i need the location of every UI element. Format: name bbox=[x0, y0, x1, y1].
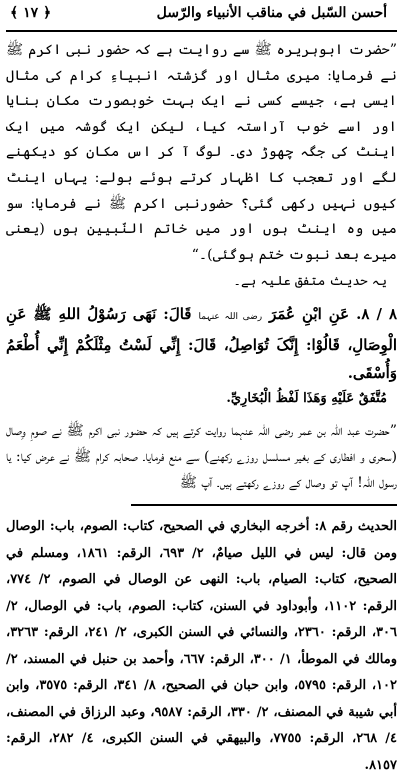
honorific: رضی اللہ عنہما bbox=[198, 312, 263, 323]
arabic-hadith-text: قَالَ: نَهَى رَسُوْلُ اللهِ ﷺ عَنِ الْوِصَالِ، قَالُوْا: إِنَّکَ تُوَاصِلُ، قَالَ: إِنِّي لَسْتُ مِثْلَکُمْ إِنِّي أُطْعَمُ وَأُسْقَى. bbox=[6, 305, 397, 383]
urdu-translation-1: ”حضرت ابوہریرہ ﷺ سے روایت ہے کہ حضور نبی اکرم ﷺ نے فرمایا: میری مثال اور گزشتہ انبیاءِ کرام کی مثال ایسی ہے، جیسے کسی نے ایک بہت خوبصورت مکان بنایا اور اسے خوب آراستہ کیا، لیکن ایک گوشہ میں ایک اینٹ کی جگہ چھوڑ دی۔ لوگ آ کر اس مکان کو دیکھنے لگے اور تعجب کا اظہار کرتے ہوئے بولے: یہاں اینٹ کیوں نہیں رکھی گئی؟ حضورنبی اکرم ﷺ نے فرمایا: سو میں وہ اینٹ ہوں اور میں خاتم النّبیین ہوں (یعنی میرے بعد نبوت ختم ہوگئی)۔“ bbox=[6, 42, 397, 263]
hadith-grade-note: یہ حدیث متفق علیہ ہے۔ bbox=[233, 274, 387, 290]
footnote-divider bbox=[131, 504, 397, 506]
arabic-narrator: عَنِ ابْنِ عُمَرَ bbox=[269, 305, 350, 324]
page-header bbox=[6, 0, 397, 32]
book-title: أحسن السّبل في مناقب الأنبياء والرّسل bbox=[156, 5, 387, 21]
footnote-text: الحديث رقم ٨: أخرجه البخاري في الصحيح، كتاب: الصوم، باب: الوصال ومن قال: ليس في الليل صيامٌ، ٢/ ٦٩٣، الرقم: ١٨٦١، ومسلم في الصحيح، كتاب: الصيام، باب: النهى عن الوصال في الصوم، ٢/ ٧٧٤، الرقم: ١١٠٢، وأبوداود في السنن، كتاب: الصوم، باب: في الوصال، ٢/ ٣٠٦، الرقم: ٢٣٦٠، والنسائي في السنن الكبرى، ٢/ ٢٤١، الرقم: ٣٢٦٣، ومالك في الموطأ، ١/ ٣٠٠، الرقم: ٦٦٧، وأحمد بن حنبل في المسند، ٢/ ١٠٢، الرقم: ٥٧٩٥، وابن حبان في الصحيح، ٨/ ٣٤١، الرقم: ٣٥٧٥، وابن أبي شيبة في المصنف، ٢/ ٣٣٠، الرقم: ٩٥٨٧، وعبد الرزاق في المصنف، ٤/ ٢٦٨، الرقم: ٧٧٥٥، والبيهقي في السنن الكبرى، ٤/ ٢٨٢، الرقم: ٨١٥٧. bbox=[6, 519, 398, 773]
hadith-number: ۸ / ۸. bbox=[356, 305, 397, 324]
urdu-translation-2: ”حضرت عبد اللہ بن عمر رضی اللہ عنہما روایت کرتے ہیں کہ حضور نبی اکرم ﷺ نے صومِ وِصال (سحری و افطاری کے بغیر مسلسل روزے رکھنے) سے منع فرمایا۔ صحابہ کرام ﷺ نے عرض کیا: یا رسول اللہ! آپ تو وصال کے روزے رکھتے ہیں۔ آپ ﷺ bbox=[6, 423, 397, 491]
arabic-hadith bbox=[6, 300, 397, 387]
arabic-reference: مُتَّفَقٌ عَلَيْهِ وَهَذَا لَفْظُ الْبُخَارِيِّ. bbox=[226, 391, 387, 407]
page-number: ﴿ ۱۷ ﴾ bbox=[10, 5, 52, 21]
